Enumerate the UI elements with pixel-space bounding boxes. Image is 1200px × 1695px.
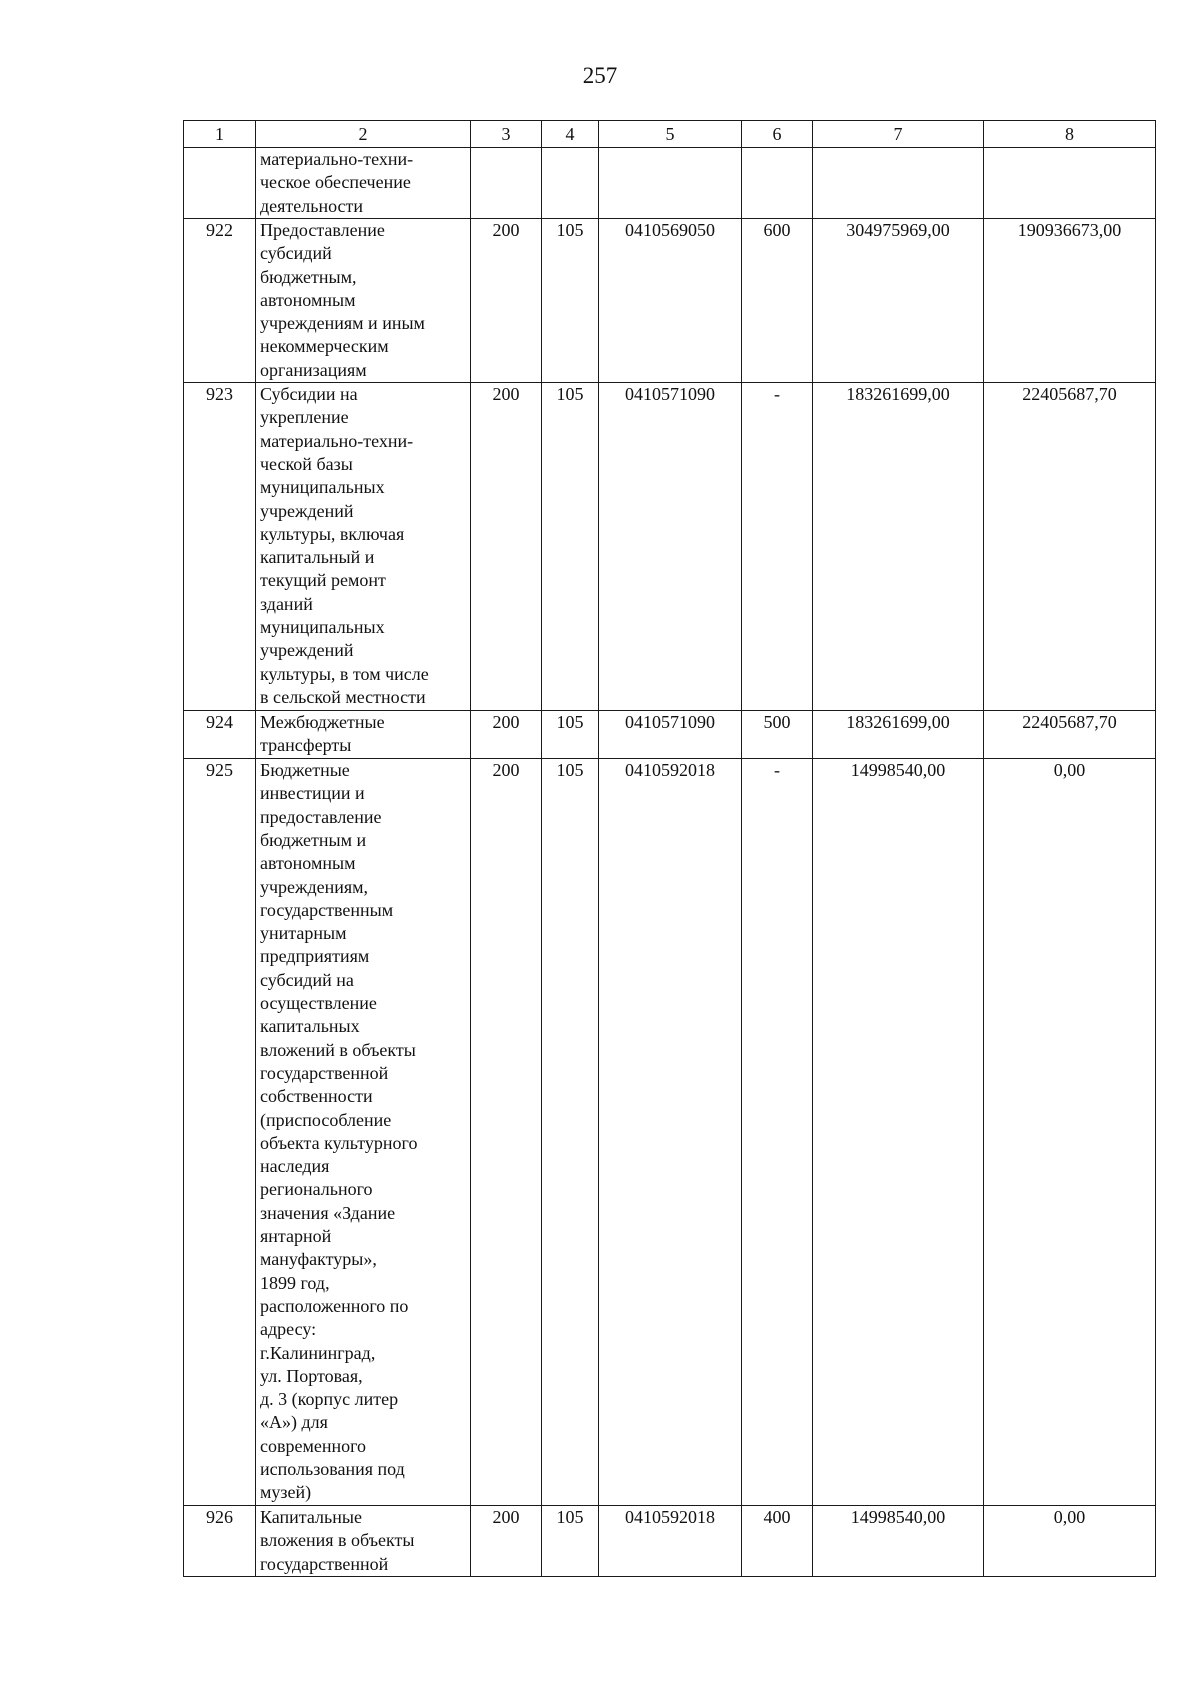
header-col-4: 4 xyxy=(542,121,599,148)
row-col5: 0410569050 xyxy=(599,219,742,383)
row-number: 926 xyxy=(184,1506,256,1577)
row-col6: - xyxy=(742,383,813,711)
row-number: 924 xyxy=(184,711,256,759)
row-col5: 0410592018 xyxy=(599,1506,742,1577)
table-header-row xyxy=(184,121,1156,148)
header-col-8: 8 xyxy=(984,121,1156,148)
row-col7: 183261699,00 xyxy=(813,383,984,711)
row-number: 925 xyxy=(184,759,256,1506)
header-col-1: 1 xyxy=(184,121,256,148)
row-col4: 105 xyxy=(542,1506,599,1577)
row-description-text: Предоставление субсидий бюджетным, автономным учреждениям и иным некоммерческим организациям xyxy=(260,220,425,380)
page-number: 257 xyxy=(582,63,618,88)
header-col-7: 7 xyxy=(813,121,984,148)
table-row xyxy=(184,148,1156,219)
row-col6: 600 xyxy=(742,219,813,383)
row-description-text: Бюджетные инвестиции и предоставление бюджетным и автономным учреждениям, государственным унитарным предприятиям субсидий на осуществление капитальных вложений в объекты государственной собственности (приспособление объекта культурного наследия регионального значения «Здание янтарной мануфактуры», 1899 год, расположенного по адресу: г.Калининград, ул. Портовая, д. 3 (корпус литер «А») для современного использования под музей) xyxy=(260,760,418,1503)
row-col5: 0410592018 xyxy=(599,759,742,1506)
row-col5: 0410571090 xyxy=(599,383,742,711)
row-description-text: материально-техни- ческое обеспечение деятельности xyxy=(260,149,414,216)
row-col7: 14998540,00 xyxy=(813,759,984,1506)
header-col-6: 6 xyxy=(742,121,813,148)
row-col8: 22405687,70 xyxy=(984,383,1156,711)
table-row xyxy=(184,219,1156,383)
row-col8: 0,00 xyxy=(984,759,1156,1506)
row-col7: 304975969,00 xyxy=(813,219,984,383)
row-col3: 200 xyxy=(471,1506,542,1577)
row-col6 xyxy=(742,148,813,219)
row-col8: 22405687,70 xyxy=(984,711,1156,759)
budget-table xyxy=(183,120,1156,1577)
row-description xyxy=(256,148,471,219)
header-col-2: 2 xyxy=(256,121,471,148)
row-col4: 105 xyxy=(542,711,599,759)
header-col-5: 5 xyxy=(599,121,742,148)
row-col8 xyxy=(984,148,1156,219)
header-col-3: 3 xyxy=(471,121,542,148)
row-col5: 0410571090 xyxy=(599,711,742,759)
row-col3 xyxy=(471,148,542,219)
row-col4 xyxy=(542,148,599,219)
row-col3: 200 xyxy=(471,711,542,759)
row-col4: 105 xyxy=(542,759,599,1506)
table-row xyxy=(184,383,1156,711)
row-number: 922 xyxy=(184,219,256,383)
row-col4: 105 xyxy=(542,219,599,383)
row-number xyxy=(184,148,256,219)
row-description xyxy=(256,759,471,1506)
row-col8: 0,00 xyxy=(984,1506,1156,1577)
table-row xyxy=(184,711,1156,759)
row-col7: 14998540,00 xyxy=(813,1506,984,1577)
row-col3: 200 xyxy=(471,759,542,1506)
row-col6: - xyxy=(742,759,813,1506)
row-col8: 190936673,00 xyxy=(984,219,1156,383)
row-description xyxy=(256,711,471,759)
row-col7: 183261699,00 xyxy=(813,711,984,759)
row-col7 xyxy=(813,148,984,219)
row-col6: 500 xyxy=(742,711,813,759)
row-description-text: Межбюджетные трансферты xyxy=(260,712,385,756)
row-description xyxy=(256,1506,471,1577)
table-row xyxy=(184,1506,1156,1577)
row-description xyxy=(256,219,471,383)
table-row xyxy=(184,759,1156,1506)
row-col3: 200 xyxy=(471,383,542,711)
row-col5 xyxy=(599,148,742,219)
row-number: 923 xyxy=(184,383,256,711)
row-col6: 400 xyxy=(742,1506,813,1577)
row-col4: 105 xyxy=(542,383,599,711)
row-description xyxy=(256,383,471,711)
row-description-text: Субсидии на укрепление материально-техни- ческой базы муниципальных учреждений культуры, включая капитальный и текущий ремонт зданий муниципальных учреждений культуры, в том числе в сельской местности xyxy=(260,384,429,707)
row-col3: 200 xyxy=(471,219,542,383)
row-description-text: Капитальные вложения в объекты государственной xyxy=(260,1507,415,1574)
